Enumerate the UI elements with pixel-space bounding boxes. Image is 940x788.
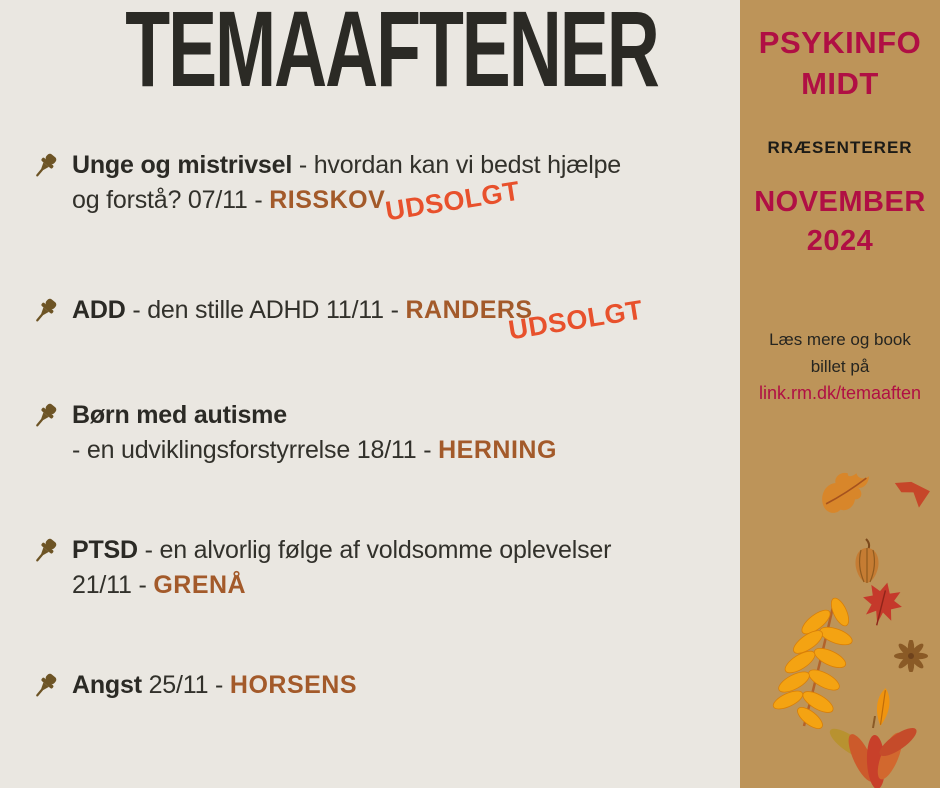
event-text [72,293,533,328]
pushpin-icon [30,400,60,432]
pushpin-icon [30,150,60,182]
event-title: Unge og mistrivsel [72,151,293,179]
page-title-text: TEMAAFTENER [125,0,658,109]
page-title [0,0,740,111]
month-line2: 2024 [806,225,874,257]
booking-info [740,326,940,407]
event-date: 21/11 - [72,571,154,599]
brand-line1: PSYKINFO [758,25,922,60]
event-text [72,533,611,603]
event-description: - en udviklingsforstyrrelse 18/11 - [72,436,439,464]
info-line2: billet på [810,357,870,376]
booking-link[interactable]: link.rm.dk/temaaften [758,383,922,403]
rowan-leaf-icon [770,596,865,731]
month-label [740,183,940,261]
event-date: og forstå? 07/11 - [72,186,270,214]
event-description: - en alvorlig følge af voldsomme oplevelser [137,536,612,564]
event-text [72,668,357,703]
event-location: RISSKOV [269,186,386,214]
event-text [72,148,621,218]
event-text [72,398,557,468]
event-title: PTSD [72,536,138,564]
event-item-ptsd [30,533,720,603]
event-item-angst [30,668,720,703]
oak-leaf-icon [812,461,881,526]
creeper-leaf-icon [828,716,918,788]
month-line1: NOVEMBER [754,186,926,218]
pushpin-icon [30,535,60,567]
sidebar [740,0,940,788]
soldout-badge: UDSOLGT [383,175,522,227]
event-location: GRENÅ [153,571,247,599]
pushpin-icon [30,295,60,327]
event-description: - hvordan kan vi bedst hjælpe [292,151,621,179]
event-location: HERNING [438,436,557,464]
event-title: Angst [72,671,142,699]
red-leaf-fragment-icon [888,477,935,514]
event-title: ADD [72,296,126,324]
event-item-unge-og-mistrivsel [30,148,720,227]
event-title: Børn med autisme [72,401,287,429]
event-date: 25/11 - [141,671,230,699]
info-line1: Læs mere og book [769,330,911,349]
presents-label: RRÆSENTERER [767,138,913,157]
event-location: HORSENS [229,671,358,699]
brand-title [740,22,940,104]
soldout-badge: UDSOLGT [506,294,645,346]
star-anise-icon [894,640,928,672]
event-location: RANDERS [405,296,533,324]
pushpin-icon [30,670,60,702]
event-item-born-med-autisme [30,398,720,468]
event-description: - den stille ADHD 11/11 - [125,296,406,324]
brand-line2: MIDT [801,66,879,101]
event-item-add [30,293,720,346]
